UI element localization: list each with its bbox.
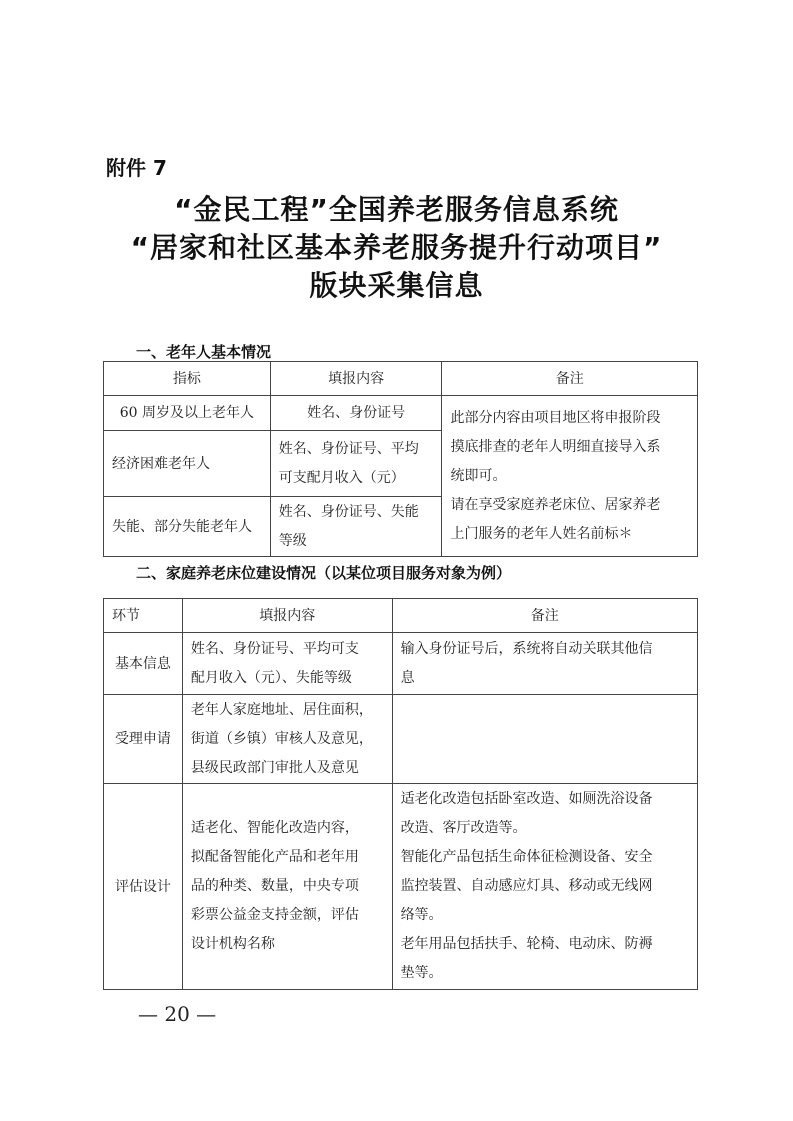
header-content: 填报内容: [182, 599, 392, 633]
content-line: 配月收入（元）、失能等级: [190, 669, 352, 686]
stage-cell: 评估设计: [104, 784, 183, 990]
note-cell: [442, 396, 698, 557]
header-indicator: 指标: [104, 362, 271, 396]
content-cell: [182, 784, 392, 990]
content-line: 姓名、身份证号、平均可支: [190, 640, 359, 657]
indicator-cell: 失能、部分失能老年人: [104, 497, 271, 557]
note-line: 统即可。: [450, 467, 507, 484]
indicator-cell: 经济困难老年人: [104, 431, 271, 497]
note-line: 上门服务的老年人姓名前标＊: [450, 525, 633, 542]
note-line: 请在享受家庭养老床位、居家养老: [450, 496, 661, 513]
header-content: 填报内容: [270, 362, 442, 396]
content-cell: [270, 497, 442, 557]
content-line: 品的种类、数量，中央专项: [190, 878, 359, 894]
stage-cell: 受理申请: [104, 695, 183, 784]
note-line: 息: [400, 669, 415, 686]
header-stage: 环节: [104, 599, 183, 633]
note-line: 改造、客厅改造等。: [400, 820, 527, 836]
title-line-1: “金民工程”全国养老服务信息系统: [174, 193, 619, 226]
header-note: 备注: [442, 362, 698, 396]
content-line: 姓名、身份证号、平均: [278, 440, 419, 457]
content-cell: [182, 633, 392, 695]
content-line: 县级民政部门审批人及意见: [190, 759, 359, 776]
content-line: 等级: [278, 532, 307, 549]
elderly-info-table: [103, 361, 698, 557]
note-line: 此部分内容由项目地区将申报阶段: [450, 409, 661, 426]
content-cell: [270, 431, 442, 497]
section1-heading: 一、老年人基本情况: [136, 343, 272, 361]
note-line: 适老化改造包括卧室改造、如厕洗浴设备: [400, 791, 653, 807]
note-line: 智能化产品包括生命体征检测设备、安全: [400, 849, 653, 865]
section2-heading: 二、家庭养老床位建设情况（以某位项目服务对象为例）: [136, 564, 512, 582]
content-line: 适老化、智能化改造内容，: [190, 820, 359, 836]
note-cell: [392, 633, 697, 695]
table-header-row: [104, 362, 698, 396]
attachment-label: 附件 7: [106, 156, 167, 180]
note-cell: [392, 784, 697, 990]
note-line: 监控装置、自动感应灯具、移动或无线网: [400, 878, 653, 894]
content-line: 街道（乡镇）审核人及意见，: [190, 730, 373, 747]
header-note: 备注: [392, 599, 697, 633]
table-row: [104, 784, 698, 990]
page-number: — 20 —: [138, 1002, 217, 1026]
table-row: [104, 633, 698, 695]
content-line: 可支配月收入（元）: [278, 469, 405, 486]
stage-cell: 基本信息: [104, 633, 183, 695]
indicator-cell: 60 周岁及以上老年人: [104, 396, 271, 431]
title-line-2: “居家和社区基本养老服务提升行动项目”: [130, 231, 663, 264]
note-line: 垫等。: [400, 965, 443, 981]
content-cell: 姓名、身份证号: [270, 396, 442, 431]
table-row: [104, 396, 698, 431]
content-line: 拟配备智能化产品和老年用: [190, 849, 359, 865]
content-cell: [182, 695, 392, 784]
table-header-row: [104, 599, 698, 633]
note-cell: [392, 695, 697, 784]
content-line: 老年人家庭地址、居住面积，: [190, 701, 373, 718]
bed-construction-table: [103, 598, 698, 990]
content-line: 姓名、身份证号、失能: [278, 503, 419, 520]
table-row: [104, 695, 698, 784]
note-line: 输入身份证号后，系统将自动关联其他信: [400, 640, 653, 657]
content-line: 设计机构名称: [190, 936, 275, 952]
note-line: 老年用品包括扶手、轮椅、电动床、防褥: [400, 936, 653, 952]
content-line: 彩票公益金支持金额，评估: [190, 907, 359, 923]
note-line: 摸底排查的老年人明细直接导入系: [450, 438, 661, 455]
title-line-3: 版块采集信息: [309, 269, 484, 302]
note-line: 络等。: [400, 907, 443, 923]
